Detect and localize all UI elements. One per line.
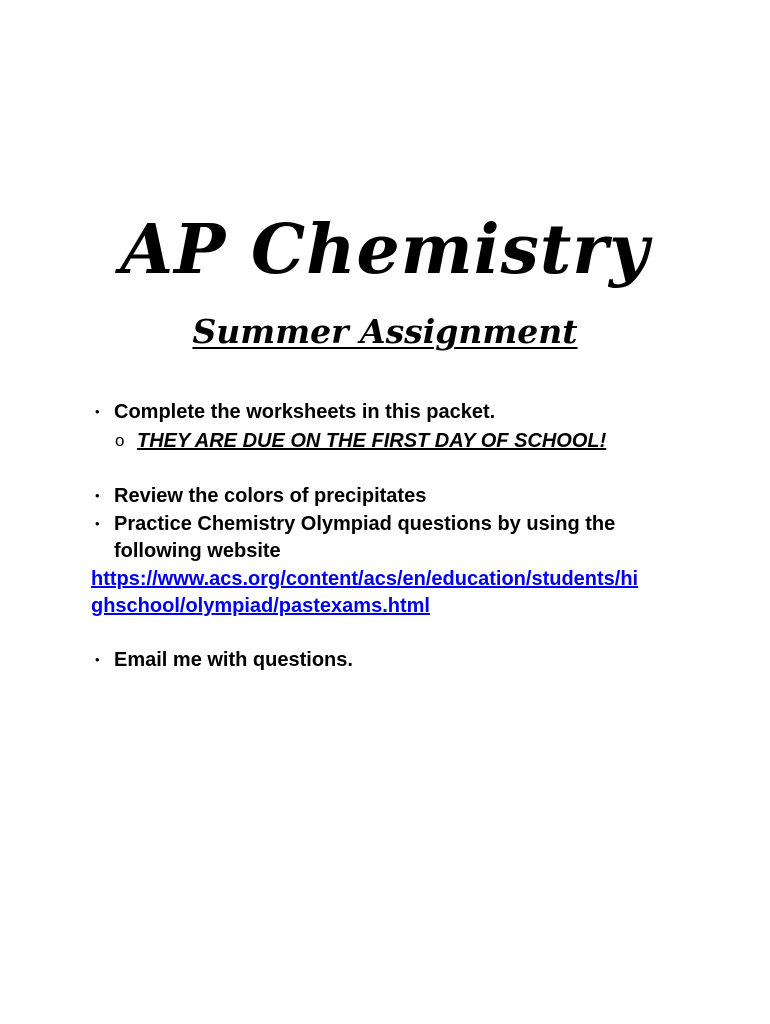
- olympiad-link-line2[interactable]: ghschool/olympiad/pastexams.html: [91, 595, 430, 617]
- document-subtitle: [0, 310, 770, 354]
- list-item-due-date: THEY ARE DUE ON THE FIRST DAY OF SCHOOL!: [137, 430, 607, 452]
- bullet-icon: •: [95, 488, 100, 503]
- list-item-olympiad-line1: Practice Chemistry Olympiad questions by using the: [114, 513, 616, 535]
- sub-bullet-icon: o: [115, 431, 125, 450]
- subtitle-text: Summer Assignment: [192, 312, 578, 351]
- list-item-olympiad-line2: following website: [114, 540, 281, 562]
- list-item-email: Email me with questions.: [114, 649, 353, 671]
- list-item-complete-worksheets: Complete the worksheets in this packet.: [114, 401, 496, 423]
- document-title: AP Chemistry: [120, 210, 650, 290]
- bullet-icon: •: [95, 516, 100, 531]
- bullet-icon: •: [95, 652, 100, 667]
- bullet-icon: •: [95, 404, 100, 419]
- list-item-precipitates: Review the colors of precipitates: [114, 485, 427, 507]
- olympiad-link-line1[interactable]: https://www.acs.org/content/acs/en/education/students/hi: [91, 568, 639, 590]
